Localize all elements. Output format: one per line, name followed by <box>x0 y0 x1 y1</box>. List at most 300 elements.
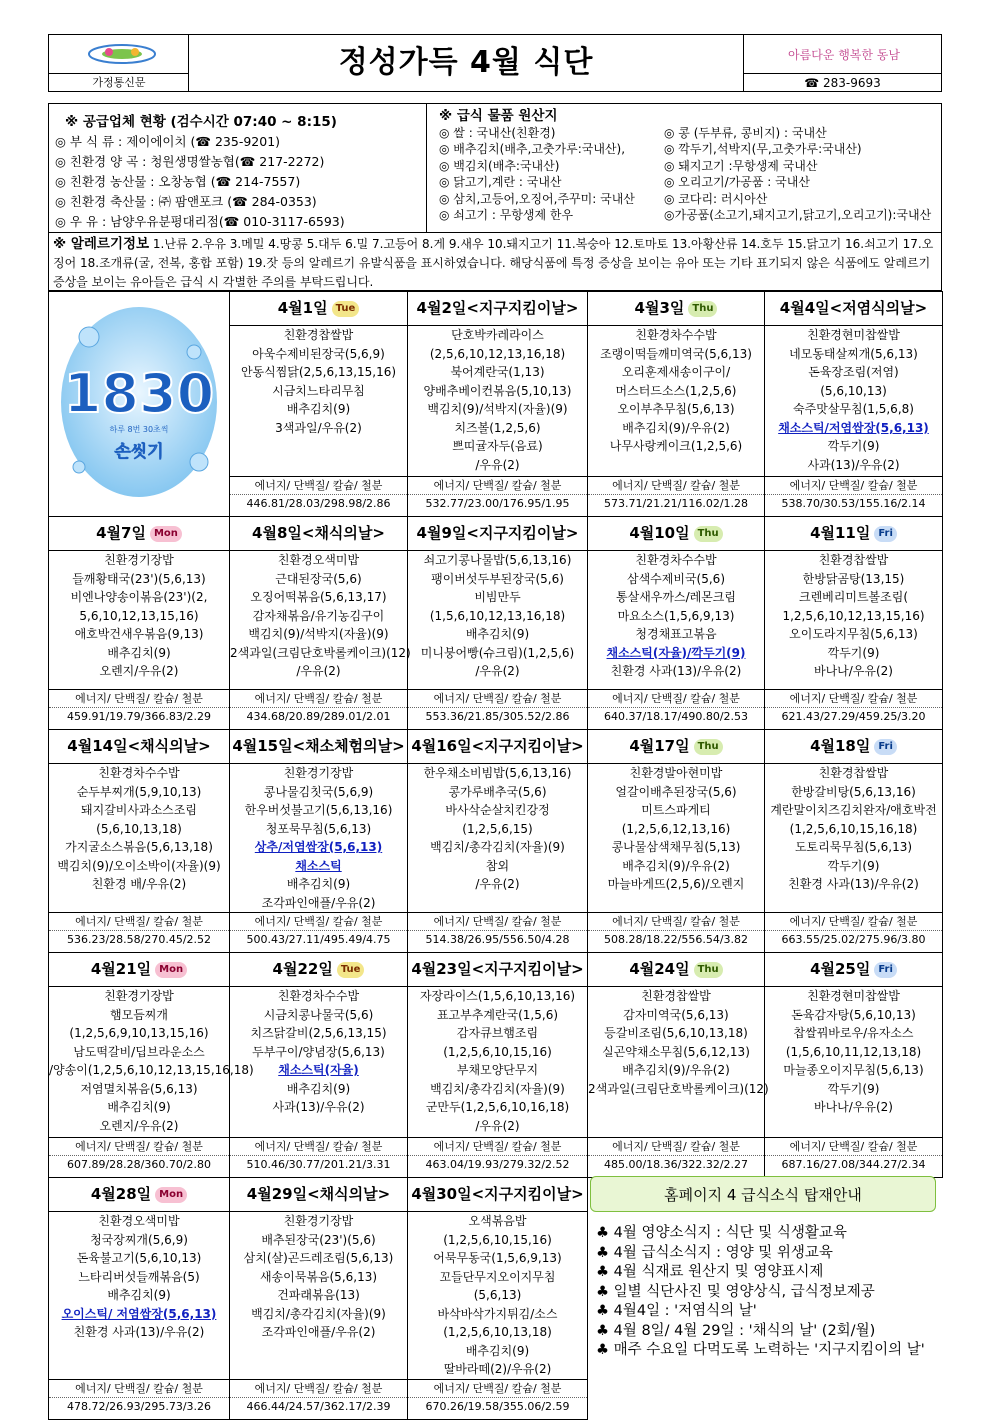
nutrition-label: 에너지/ 단백질/ 칼슘/ 철분 <box>49 690 229 708</box>
nutrition-values: 514.38/26.95/556.50/4.28 <box>425 933 570 946</box>
nutrition-label: 에너지/ 단백질/ 칼슘/ 철분 <box>230 1380 407 1398</box>
menu-item: 오리훈제새송이구이/ <box>621 365 731 380</box>
nutrition-values: 607.89/28.28/360.70/2.80 <box>66 1158 212 1171</box>
day-date: 4월7일 <box>96 524 146 542</box>
menu-item: 사과(13)/우유(2) <box>807 457 900 472</box>
day-nutrition <box>408 1379 588 1419</box>
day-date: 4월28일 <box>90 1185 152 1203</box>
weekday-badge: Fri <box>874 526 897 542</box>
origin-item: ◎ 삼치,고등어,오징어,주꾸미: 국내산 <box>439 191 635 206</box>
menu-item: (1,2,5,6,12,13,16) <box>621 821 731 836</box>
nutrition-label: 에너지/ 단백질/ 칼슘/ 철분 <box>588 690 764 708</box>
menu-item: 바삭바삭가지튀김/소스 <box>437 1306 558 1321</box>
info-box <box>48 103 942 233</box>
day-menu <box>588 987 769 1138</box>
menu-item: 조각파인애플/우유(2) <box>261 895 376 910</box>
logo-1830-sub: 하루 8번 30초씩 <box>109 425 169 434</box>
menu-item: 배추김치(9) <box>107 1100 171 1114</box>
menu-item: (1,5,6,10,11,12,13,18) <box>785 1044 922 1059</box>
weekday-badge: Thu <box>694 739 723 755</box>
day-menu <box>765 987 943 1138</box>
day-date: 4월4일<저염식의날> <box>779 299 928 317</box>
day-menu <box>765 551 943 690</box>
origin-item: ◎ 닭고기,계란 : 국내산 <box>439 175 562 189</box>
header-right <box>744 35 941 91</box>
day-header <box>765 953 943 987</box>
menu-item: 미니붕어빵(슈크림)(1,2,5,6) <box>420 645 575 660</box>
nutrition-label: 에너지/ 단백질/ 칼슘/ 철분 <box>230 913 407 931</box>
menu-item: 배추김치(9) <box>465 627 530 641</box>
menu-item: 배추김치(9)/우유(2) <box>622 420 730 435</box>
origin-item: ◎ 콩 (두부류, 콩비지) : 국내산 <box>664 125 827 140</box>
menu-item: 오이부추무침(5,6,13) <box>617 402 735 417</box>
menu-item: 비엔나양송이볶음(23')(2, <box>70 590 208 604</box>
menu-item: 깍두기(9) <box>827 858 880 873</box>
homepage-notice-title: 홈페이지 4 급식소식 탑재안내 <box>590 1176 936 1212</box>
day-menu <box>765 764 943 913</box>
day-date: 4월14일<채식의날> <box>67 737 211 755</box>
menu-item: 새송이묵볶음(5,6,13) <box>259 1269 378 1284</box>
day-header <box>230 1178 408 1212</box>
nutrition-label: 에너지/ 단백질/ 칼슘/ 철분 <box>49 913 229 931</box>
menu-item: 나무사랑케이크(1,2,5,6) <box>609 439 743 454</box>
day-header <box>408 730 588 764</box>
nutrition-label: 에너지/ 단백질/ 칼슘/ 철분 <box>765 913 942 931</box>
menu-item: 친환경 사과(13)/우유(2) <box>73 1325 205 1339</box>
origin-item: ◎ 오리고기/가공품 : 국내산 <box>664 175 810 189</box>
menu-item: 친환경찹쌀밥 <box>641 989 711 1003</box>
menu-item: (2,5,6,10,12,13,16,18) <box>429 346 566 361</box>
weekday-badge: Thu <box>688 301 717 317</box>
nutrition-values: 446.81/28.03/298.98/2.86 <box>246 496 391 510</box>
menu-item: (1,2,5,6,10,15,16) <box>443 1232 552 1247</box>
day-nutrition <box>49 690 230 730</box>
menu-item: 어묵무동국(1,5,6,9,13) <box>433 1251 562 1265</box>
origin-row <box>439 207 941 224</box>
menu-item: 자장라이스(1,5,6,10,13,16) <box>419 989 576 1003</box>
weekday-badge: Tue <box>332 301 360 317</box>
menu-item: 가지굴소스볶음(5,6,13,18) <box>65 840 213 854</box>
menu-item: (1,2,5,6,10,13,18) <box>443 1325 552 1339</box>
day-nutrition <box>765 1138 943 1178</box>
school-phone: ☎ 283-9693 <box>744 73 941 91</box>
nutrition-label: 에너지/ 단백질/ 칼슘/ 철분 <box>408 1380 587 1398</box>
weekday-badge: Fri <box>874 739 897 755</box>
menu-item: 채소스틱/저염쌈장(5,6,13) <box>778 420 929 435</box>
menu-item: 깍두기(9) <box>827 645 880 660</box>
homepage-notice-item: ♣ 4월 8일/ 4월 29일 : '채식의 날' (2회/월) <box>596 1322 876 1339</box>
day-header <box>765 730 943 764</box>
nutrition-values: 553.36/21.85/305.52/2.86 <box>425 710 570 723</box>
newsletter-label: 가정통신문 <box>49 73 189 91</box>
day-date: 4월8일<채식의날> <box>252 524 385 542</box>
homepage-notice-item: ♣ 매주 수요일 다먹도록 노력하는 '지구지킴이의 날' <box>596 1342 925 1358</box>
day-menu <box>408 551 588 690</box>
day-date: 4월2일<지구지킴이날> <box>416 299 579 317</box>
menu-item: 근대된장국(5,6) <box>275 571 362 586</box>
day-nutrition <box>588 690 765 730</box>
day-menu <box>408 1212 588 1380</box>
menu-item: /우유(2) <box>296 664 341 678</box>
menu-item: (5,6,13) <box>473 1288 522 1302</box>
menu-item: 오이스틱/ 저염쌈장(5,6,13) <box>61 1306 217 1321</box>
menu-item: 친환경차수수밥 <box>635 553 717 567</box>
day-date: 4월3일 <box>634 299 685 317</box>
origin-item: ◎ 백김치(배추:국내산) <box>439 158 560 173</box>
menu-item: 배추된장국(23')(5,6) <box>261 1232 376 1247</box>
menu-item: 시금치느타리무침 <box>272 383 365 398</box>
menu-item: 아욱수제비된장국(5,6,9) <box>252 346 385 361</box>
menu-item: 양배추베이컨볶음(5,10,13) <box>423 383 572 398</box>
day-header <box>230 730 408 764</box>
menu-item: 한우채소비빔밥(5,6,13,16) <box>423 766 572 780</box>
nutrition-label: 에너지/ 단백질/ 칼슘/ 철분 <box>588 913 764 931</box>
nutrition-values: 466.44/24.57/362.17/2.39 <box>246 1399 391 1413</box>
day-nutrition <box>230 1379 408 1419</box>
nutrition-label: 에너지/ 단백질/ 칼슘/ 철분 <box>408 477 587 495</box>
supplier-title: ※ 공급업체 현황 (검수시간 07:40 ~ 8:15) <box>65 114 337 130</box>
nutrition-values: 532.77/23.00/176.95/1.95 <box>425 496 570 510</box>
day-nutrition <box>49 1138 230 1178</box>
menu-item: 콩나물김칫국(5,6,9) <box>263 784 374 799</box>
allergy-title: ※ 알레르기정보 <box>53 236 150 252</box>
logo-1830-caption: 손씻기 <box>114 442 164 462</box>
menu-item: 두부구이/양념장(5,6,13) <box>252 1044 385 1059</box>
menu-item: (1,5,6,10,12,13,16,18) <box>429 608 566 623</box>
menu-item: 단호박카레라이스 <box>451 328 544 343</box>
menu-item: 찹쌀꿔바로우/유자소스 <box>793 1026 914 1040</box>
menu-item: 참외 <box>485 858 510 873</box>
menu-item: 들깨황태국(23')(5,6,13) <box>72 571 206 586</box>
day-menu <box>408 764 588 913</box>
day-nutrition <box>588 913 765 953</box>
nutrition-values: 538.70/30.53/155.16/2.14 <box>781 496 926 510</box>
day-date: 4월25일 <box>810 960 871 978</box>
origin-item: ◎ 코다리: 러시아산 <box>664 191 768 206</box>
menu-item: 배추김치(9)/우유(2) <box>622 1063 730 1077</box>
supplier-line: ◎ 친환경 축산물 : ㈜ 팜앤포크 (☎ 284-0353) <box>55 194 317 209</box>
menu-item: 감자채볶음/유기농김구이 <box>252 608 385 623</box>
homepage-notice-item: ♣ 4월 식재료 원산지 및 영양표시제 <box>596 1264 824 1280</box>
day-header <box>49 517 230 551</box>
menu-item: 오징어떡볶음(5,6,13,17) <box>250 590 387 604</box>
menu-item: 친환경찹쌀밥 <box>283 328 354 343</box>
day-date: 4월24일 <box>629 960 690 978</box>
menu-item: 북어계란국(1,13) <box>450 365 545 380</box>
menu-item: 마늘종오이지무침(5,6,13) <box>783 1063 924 1077</box>
menu-item: 채소스틱 <box>295 858 342 873</box>
menu-item: 2색과일(크림단호박롤케이크)(12) <box>230 645 411 660</box>
menu-item: 배추김치(9) <box>286 1081 351 1096</box>
origin-item: ◎ 쇠고기 : 무항생제 한우 <box>439 208 574 222</box>
day-nutrition <box>230 476 408 516</box>
menu-item: 마요소스(1,5,6,9,13) <box>617 608 735 623</box>
menu-item: 네모동태살찌개(5,6,13) <box>789 346 918 361</box>
day-nutrition <box>230 690 408 730</box>
origin-row <box>439 174 941 191</box>
day-header <box>408 1178 588 1212</box>
nutrition-values: 485.00/18.36/322.32/2.27 <box>603 1158 749 1171</box>
menu-item: 백김치/총각김치(자율)(9) <box>251 1306 386 1321</box>
day-menu <box>49 764 230 913</box>
day-nutrition <box>408 476 588 516</box>
menu-item: 친환경차수수밥 <box>277 989 360 1003</box>
day-date: 4월10일 <box>629 524 690 542</box>
menu-item: 쁘띠귤자두(음료) <box>452 439 543 454</box>
day-menu <box>408 987 588 1138</box>
nutrition-values: 640.37/18.17/490.80/2.53 <box>603 710 749 723</box>
nutrition-values: 500.43/27.11/495.49/4.75 <box>246 933 391 946</box>
day-nutrition <box>408 690 588 730</box>
menu-item: 통살새우까스/레몬크림 <box>616 590 736 604</box>
day-date: 4월18일 <box>810 737 871 755</box>
menu-item: 깍두기(9) <box>827 1081 880 1096</box>
menu-item: 배추김치(9)/우유(2) <box>622 858 730 873</box>
menu-item: 상추/저염쌈장(5,6,13) <box>254 840 383 854</box>
menu-item: 돈육불고기(5,6,10,13) <box>76 1251 202 1265</box>
origin-section <box>427 104 941 232</box>
weekday-badge: Mon <box>150 526 182 542</box>
logo-1830-text: 1830 <box>63 362 215 425</box>
menu-item: 친환경 사과(13)/우유(2) <box>788 877 919 891</box>
menu-item: 돈육장조림(저염) <box>808 365 899 380</box>
day-menu <box>408 326 588 476</box>
day-menu <box>588 551 765 690</box>
menu-item: 친환경찹쌀밥 <box>818 766 889 780</box>
menu-item: /우유(2) <box>475 457 520 472</box>
menu-item: 남도떡갈비/딥브라운소스 <box>73 1044 205 1059</box>
day-date: 4월1일 <box>277 299 328 317</box>
nutrition-label: 에너지/ 단백질/ 칼슘/ 철분 <box>588 1138 764 1156</box>
nutrition-label: 에너지/ 단백질/ 칼슘/ 철분 <box>408 913 587 931</box>
menu-item: 배추김치(9) <box>107 1288 171 1302</box>
page-title: 정성가득 4월 식단 <box>189 35 744 91</box>
day-menu <box>49 1212 230 1380</box>
handwash-1830-icon <box>49 292 229 512</box>
menu-item: 느타리버섯들깨볶음(5) <box>78 1269 200 1284</box>
day-date: 4월16일<지구지킴이날> <box>411 737 584 755</box>
nutrition-values: 508.28/18.22/556.54/3.82 <box>603 933 749 946</box>
menu-item: 친환경오색미밥 <box>277 553 360 567</box>
supplier-section <box>49 104 427 232</box>
menu-item: 한방닭곰탕(13,15) <box>802 571 905 586</box>
menu-item: 오이도라지무침(5,6,13) <box>789 627 918 641</box>
origin-item: ◎ 돼지고기 :무항생제 국내산 <box>664 158 818 173</box>
nutrition-values: 463.04/19.93/279.32/2.52 <box>425 1158 570 1171</box>
homepage-notice-item: ♣ 4월4일 : '저염식의 날' <box>596 1303 757 1319</box>
allergy-info <box>48 233 942 291</box>
homepage-notice-item: ♣ 일별 식단사진 및 영양상식, 급식정보제공 <box>596 1283 875 1300</box>
day-nutrition <box>765 690 943 730</box>
day-nutrition <box>49 1379 230 1419</box>
menu-item: 조랭이떡들깨미역국(5,6,13) <box>600 346 752 361</box>
header-left <box>49 35 189 91</box>
menu-item: 청경채표고볶음 <box>635 627 717 641</box>
menu-item: 안동식찜닭(2,5,6,13,15,16) <box>240 365 397 380</box>
day-header <box>588 730 765 764</box>
day-header <box>230 292 408 326</box>
origin-row <box>439 125 941 142</box>
menu-item: 배추김치(9) <box>107 645 171 660</box>
menu-item: /우유(2) <box>475 877 520 891</box>
menu-item: 저염멸치볶음(5,6,13) <box>80 1081 198 1096</box>
menu-item: 콩가루배추국(5,6) <box>448 784 547 799</box>
day-menu <box>230 764 408 913</box>
menu-item: 백김치/총각김치(자율)(9) <box>430 1081 565 1096</box>
menu-item: 삼치(살)곤드레조림(5,6,13) <box>243 1251 394 1265</box>
origin-item: ◎ 깍두기,석박지(무,고춧가루:국내산) <box>664 142 862 156</box>
menu-item: (1,2,5,6,9,10,13,15,16) <box>69 1026 209 1040</box>
nutrition-label: 에너지/ 단백질/ 칼슘/ 철분 <box>765 1138 942 1156</box>
menu-item: 친환경발아현미밥 <box>629 766 723 780</box>
menu-item: 햄모듬찌개 <box>110 1007 168 1022</box>
day-menu <box>765 326 943 476</box>
day-nutrition <box>230 913 408 953</box>
day-header <box>765 517 943 551</box>
day-menu <box>230 1212 408 1380</box>
day-date: 4월21일 <box>90 960 152 978</box>
menu-item: 오색볶음밥 <box>468 1214 527 1228</box>
menu-item: 감자큐브햄조림 <box>456 1026 539 1040</box>
homepage-notice-item: ♣ 4월 영양소식지 : 식단 및 식생활교육 <box>596 1225 847 1241</box>
nutrition-label: 에너지/ 단백질/ 칼슘/ 철분 <box>408 1138 587 1156</box>
school-logo: 아름다운 행복한 동남 <box>788 48 900 62</box>
weekday-badge: Mon <box>155 962 187 978</box>
menu-item: 시금치콩나물국(5,6) <box>263 1007 374 1022</box>
day-menu <box>230 551 411 690</box>
day-header <box>49 730 230 764</box>
nutrition-values: 663.55/25.02/275.96/3.80 <box>781 933 926 946</box>
day-header <box>588 292 765 326</box>
day-menu <box>588 764 765 913</box>
menu-item: 크렌베리미트볼조림( <box>798 590 908 604</box>
origin-item: ◎가공품(소고기,돼지고기,닭고기,오리고기):국내산 <box>664 208 932 222</box>
menu-item: 순두부찌개(5,9,10,13) <box>76 784 202 799</box>
menu-item: 딸바라떼(2)/우유(2) <box>443 1362 552 1376</box>
menu-item: 한방갈비탕(5,6,13,16) <box>791 784 916 799</box>
menu-item: 3색과일/우유(2) <box>275 420 362 435</box>
menu-item: 바나나/우유(2) <box>813 1100 893 1114</box>
menu-item: 친환경현미찹쌀밥 <box>807 989 900 1003</box>
menu-item: 친환경기장밥 <box>283 1214 354 1228</box>
menu-item: 조각파인애플/우유(2) <box>261 1325 376 1339</box>
supplier-line: ◎ 친환경 양 곡 : 청원생명쌀농협(☎ 217-2272) <box>55 154 325 169</box>
menu-item: 애호박건새우볶음(9,13) <box>74 627 204 641</box>
weekday-badge: Fri <box>874 962 897 978</box>
day-nutrition <box>765 913 943 953</box>
menu-item: 계란말이치즈김치완자/애호박전 <box>770 803 937 817</box>
menu-item: 실곤약채소무침(5,6,12,13) <box>602 1044 750 1059</box>
menu-item: (1,2,5,6,10,15,16,18) <box>789 821 918 836</box>
origin-item: ◎ 배추김치(배추,고춧가루:국내산), <box>439 142 626 156</box>
day-menu <box>588 326 765 476</box>
menu-item: (1,2,5,6,15) <box>462 821 533 836</box>
nutrition-label: 에너지/ 단백질/ 칼슘/ 철분 <box>230 477 407 495</box>
menu-item: 배추김치(9) <box>465 1343 530 1358</box>
nutrition-label: 에너지/ 단백질/ 칼슘/ 철분 <box>230 690 407 708</box>
menu-item: (1,2,5,6,10,15,16) <box>443 1044 552 1059</box>
menu-item: 친환경기장밥 <box>283 766 354 780</box>
supplier-line: ◎ 친환경 농산물 : 오창농협 (☎ 214-7557) <box>55 174 301 189</box>
nutrition-label: 에너지/ 단백질/ 칼슘/ 철분 <box>49 1380 229 1398</box>
menu-item: 바사삭순살치킨강정 <box>445 803 550 817</box>
day-header <box>230 953 408 987</box>
day-date: 4월30일<지구지킴이날> <box>411 1185 584 1203</box>
menu-item: 쇠고기콩나물밥(5,6,13,16) <box>423 553 572 567</box>
supplier-line: ◎ 우 유 : 남양우유분평대리점(☎ 010-3117-6593) <box>55 214 345 229</box>
menu-item: 5,6,10,12,13,15,16) <box>79 608 199 623</box>
menu-item: 친환경찹쌀밥 <box>818 553 889 567</box>
nutrition-values: 459.91/19.79/366.83/2.29 <box>66 710 212 723</box>
day-nutrition <box>765 476 943 516</box>
day-menu <box>230 326 408 476</box>
menu-item: 얼갈이배추된장국(5,6) <box>615 784 737 799</box>
homepage-notice-item: ♣ 4월 급식소식지 : 영양 및 위생교육 <box>596 1244 833 1261</box>
day-header <box>408 953 588 987</box>
day-header <box>588 517 765 551</box>
nutrition-label: 에너지/ 단백질/ 칼슘/ 철분 <box>230 1138 407 1156</box>
menu-item: (5,6,10,13) <box>820 383 887 398</box>
menu-item: 비빔만두 <box>474 590 521 604</box>
menu-item: 친환경기장밥 <box>104 553 174 567</box>
menu-item: 오렌지/우유(2) <box>99 664 179 678</box>
menu-item: 미트스파게티 <box>641 803 711 817</box>
weekday-badge: Thu <box>694 526 723 542</box>
menu-item: 친환경차수수밥 <box>635 328 717 343</box>
day-date: 4월17일 <box>629 737 690 755</box>
weekday-badge: Mon <box>155 1187 187 1203</box>
menu-item: 1,2,5,6,10,12,13,15,16) <box>782 608 925 623</box>
nutrition-label: 에너지/ 단백질/ 칼슘/ 철분 <box>49 1138 229 1156</box>
menu-item: 채소스틱(자율)/깍두기(9) <box>606 645 746 660</box>
menu-item: 백김치(9)/오이소박이(자율)(9) <box>57 858 221 873</box>
weekday-badge: Tue <box>337 962 365 978</box>
nutrition-values: 687.16/27.08/344.27/2.34 <box>781 1158 926 1171</box>
menu-item: 친환경기장밥 <box>104 989 174 1003</box>
origin-row <box>439 191 941 208</box>
menu-item: /양송이(1,2,5,6,10,12,13,15,16,18) <box>49 1063 254 1077</box>
handwash-campaign-cell <box>49 292 230 517</box>
day-date: 4월22일 <box>272 960 333 978</box>
homepage-notice-list <box>596 1224 942 1361</box>
day-nutrition <box>588 476 765 516</box>
menu-item: 건파래볶음(13) <box>277 1288 360 1302</box>
day-header <box>408 292 588 326</box>
menu-item: 콩나물삼색채무침(5,13) <box>611 840 741 854</box>
day-header <box>230 517 408 551</box>
menu-item: 배추김치(9) <box>286 402 351 417</box>
day-menu <box>49 551 230 690</box>
menu-item: 등갈비조림(5,6,10,13,18) <box>604 1026 748 1040</box>
nutrition-values: 510.46/30.77/201.21/3.31 <box>246 1158 391 1171</box>
day-date: 4월9일<지구지킴이날> <box>416 524 579 542</box>
origin-row <box>439 141 941 158</box>
nutrition-label: 에너지/ 단백질/ 칼슘/ 철분 <box>588 477 764 495</box>
day-date: 4월29일<채식의날> <box>246 1185 391 1203</box>
origin-row <box>439 158 941 175</box>
menu-item: 백김치/총각김치(자율)(9) <box>430 840 565 854</box>
menu-item: 군만두(1,2,5,6,10,16,18) <box>425 1100 570 1114</box>
school-emblem-icon <box>87 43 157 65</box>
origin-item: ◎ 쌀 : 국내산(친환경) <box>439 125 556 140</box>
day-nutrition <box>408 913 588 953</box>
menu-item: 숙주맛살무침(1,5,6,8) <box>793 402 914 417</box>
weekday-badge: Thu <box>694 962 723 978</box>
day-header <box>49 953 230 987</box>
menu-item: 친환경 사과(13)/우유(2) <box>610 664 742 678</box>
nutrition-values: 434.68/20.89/289.01/2.01 <box>246 710 391 723</box>
day-menu <box>230 987 408 1138</box>
